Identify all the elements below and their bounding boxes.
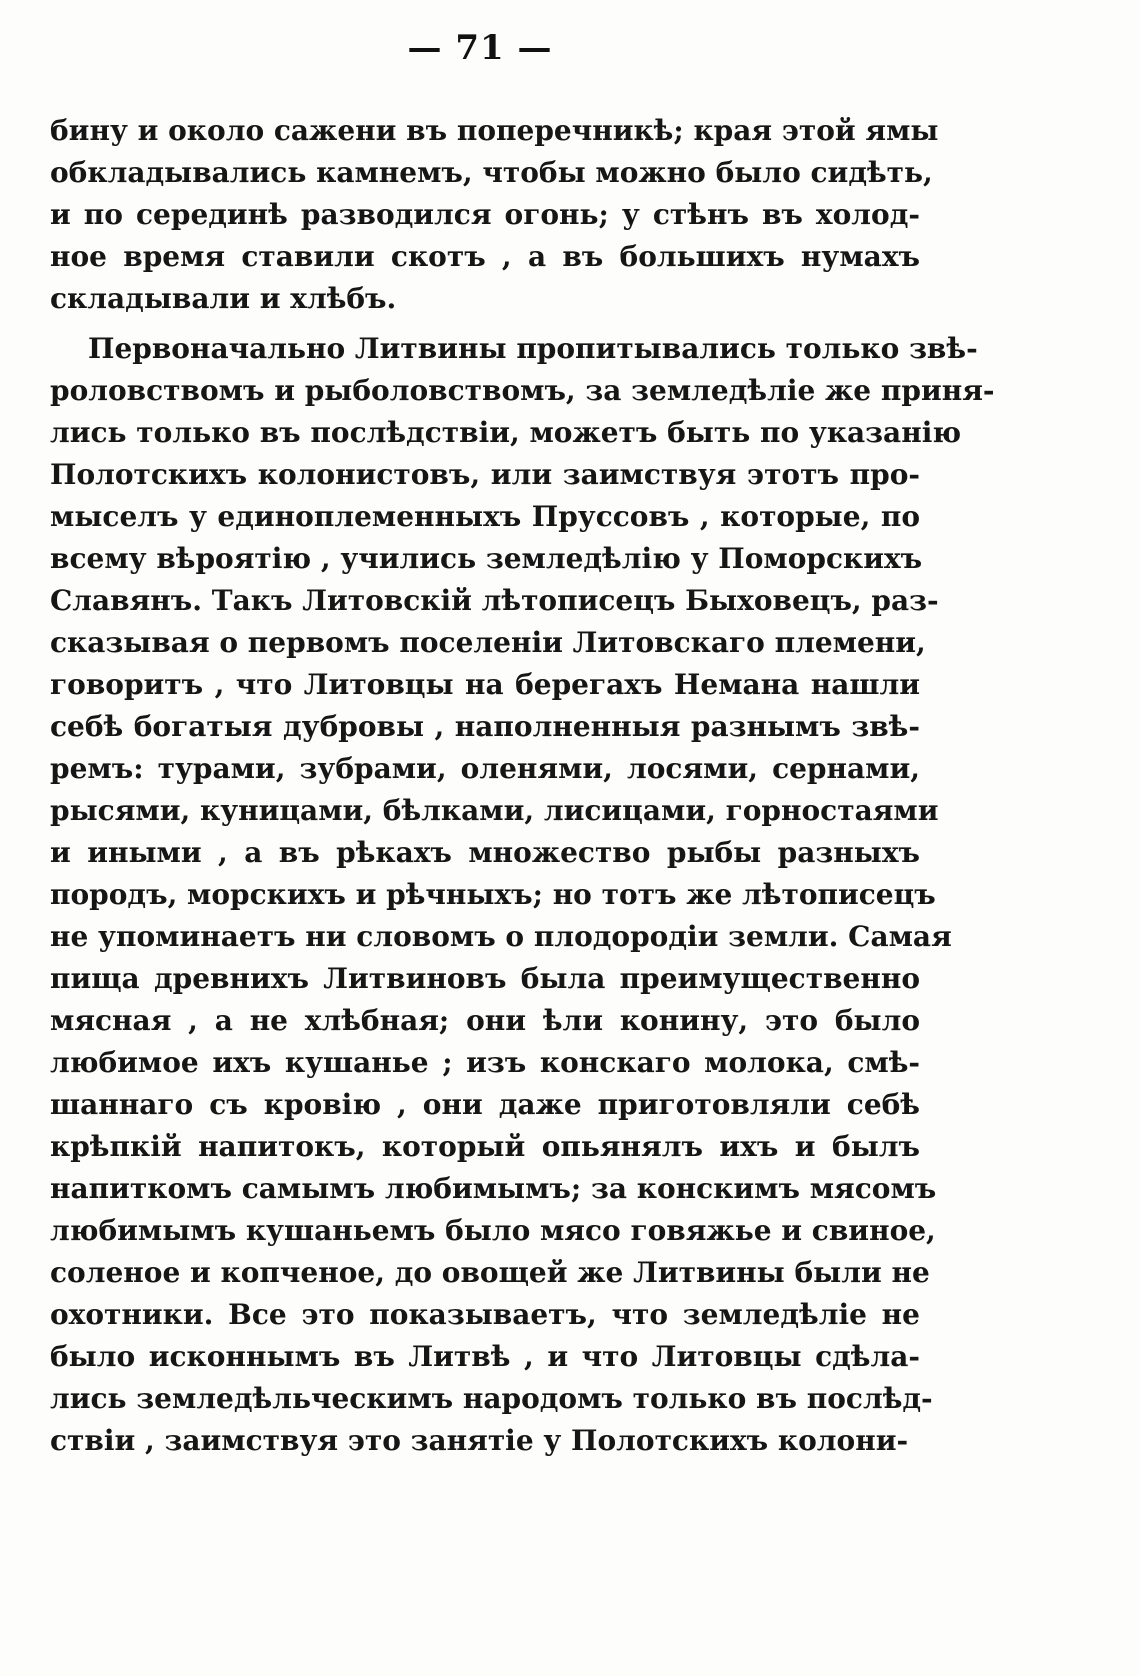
text-line: сказывая о первомъ поселенiи Литовскаго племени, [50,626,926,659]
text-line: любимымъ кушаньемъ было мясо говяжье и свиное, [50,1214,936,1247]
paragraph-1 [50,110,939,320]
text-line: любимое ихъ кушанье ; изъ конскаго молока, смѣ- [50,1046,920,1079]
text-line: было исконнымъ въ Литвѣ , и что Литовцы сдѣла- [50,1340,920,1373]
text-line: мясная , а не хлѣбная; они ѣли конину, это было [50,1004,920,1037]
text-line: напиткомъ самымъ любимымъ; за конскимъ мясомъ [50,1172,937,1205]
text-line: не упоминаетъ ни словомъ о плодородiи земли. Самая [50,920,952,953]
text-line: Полотскихъ колонистовъ, или заимствуя этотъ про- [50,458,920,491]
paragraph-2 [50,328,995,1462]
text-line: лись земледѣльческимъ народомъ только въ послѣд- [50,1382,933,1415]
text-line: ремъ: турами, зубрами, оленями, лосями, сернами, [50,752,920,785]
text-line: говоритъ , что Литовцы на берегахъ Немана нашли [50,668,920,701]
text-line: и по серединѣ разводился огонь; у стѣнъ въ холод- [50,198,920,231]
text-line: ное время ставили скотъ , а въ большихъ нумахъ [50,240,920,273]
text-line: Первоначально Литвины пропитывались только звѣ- [88,332,978,365]
paragraph-gap [50,320,920,328]
text-line: роловствомъ и рыболовствомъ, за земледѣлiе же приня- [50,374,995,407]
text-line: крѣпкiй напитокъ, который опьянялъ ихъ и былъ [50,1130,920,1163]
page-number: — 71 — [407,28,553,68]
text-line: пища древнихъ Литвиновъ была преимущественно [50,962,920,995]
page-text [50,110,995,1462]
text-line: Славянъ. Такъ Литовскiй лѣтописецъ Быховецъ, раз- [50,584,939,617]
text-line: складывали и хлѣбъ. [50,282,397,315]
text-line: ствiи , заимствуя это занятiе у Полотскихъ колони- [50,1424,909,1457]
text-line: себѣ богатыя дубровы , наполненныя разнымъ звѣ- [50,710,920,743]
text-line: мыселъ у единоплеменныхъ Пруссовъ , которые, по [50,500,920,533]
text-line: охотники. Все это показываетъ, что земледѣлiе не [50,1298,920,1331]
text-line: лись только въ послѣдствiи, можетъ быть по указанiю [50,416,962,449]
text-line: шаннаго съ кровiю , они даже приготовляли себѣ [50,1088,920,1121]
text-line: бину и около сажени въ поперечникѣ; края этой ямы [50,114,939,147]
text-line: и иными , а въ рѣкахъ множество рыбы разныхъ [50,836,920,869]
text-line: всему вѣроятiю , учились земледѣлiю у Поморскихъ [50,542,923,575]
text-line: соленое и копченое, до овощей же Литвины были не [50,1256,930,1289]
text-line: обкладывались камнемъ, чтобы можно было сидѣть, [50,156,933,189]
text-line: рысями, куницами, бѣлками, лисицами, горностаями [50,794,939,827]
text-line: породъ, морскихъ и рѣчныхъ; но тотъ же лѣтописецъ [50,878,936,911]
